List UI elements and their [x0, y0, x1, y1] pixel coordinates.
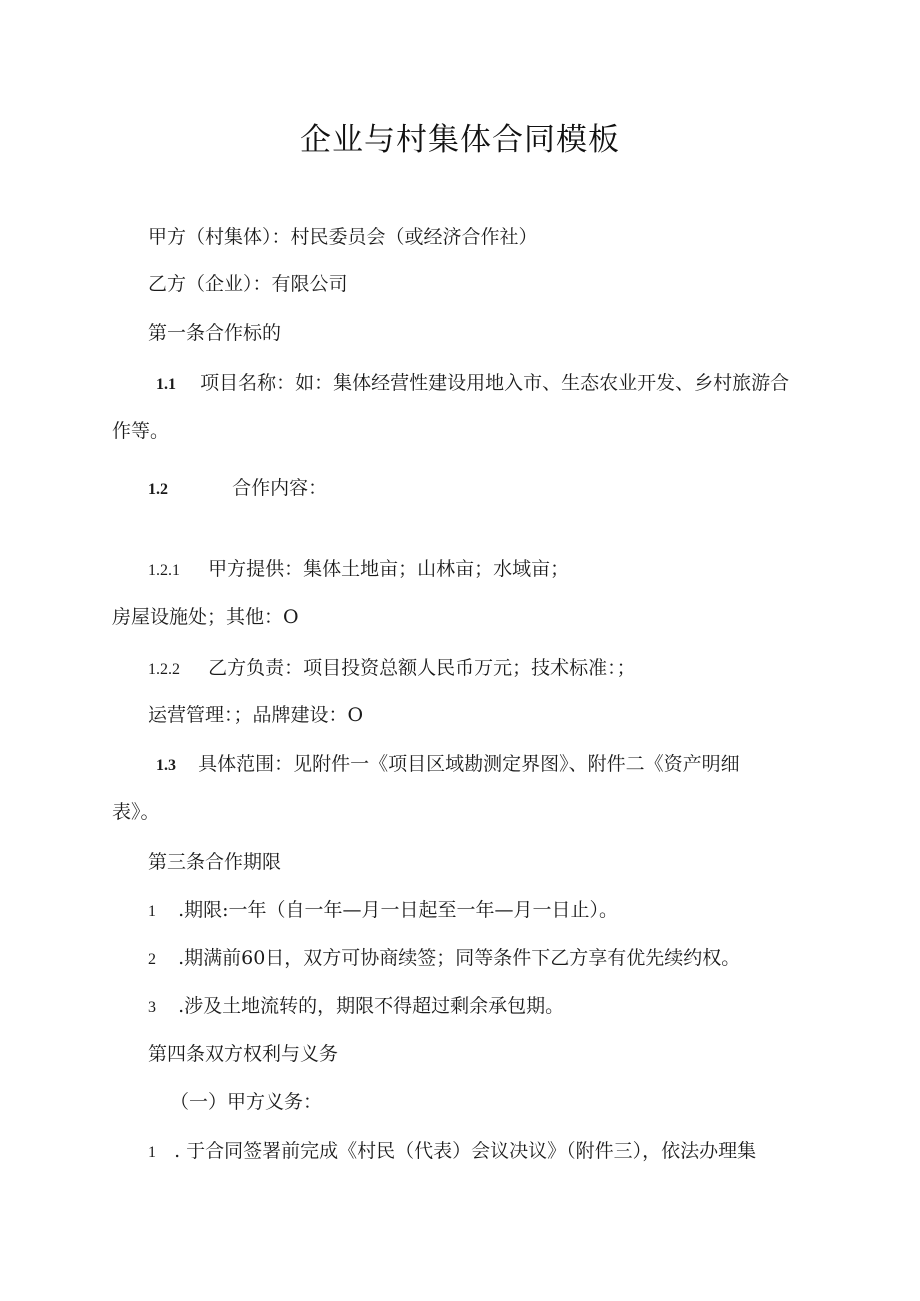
- article-3-heading: 第三条合作期限: [148, 851, 282, 873]
- item-number: 1: [148, 903, 156, 920]
- clause-number: 1.1: [156, 376, 176, 393]
- party-b-line: 乙方（企业）：有限公司: [148, 273, 348, 295]
- clause-text: 具体范围：见附件一《项目区域勘测定界图》、附件二《资产明细: [198, 753, 740, 775]
- item-text: .期限:一年（自一年—月一日起至一年—月一日止）。: [178, 899, 619, 921]
- article-1-heading: 第一条合作标的: [148, 322, 282, 344]
- clause-number: 1.2.2: [148, 661, 180, 678]
- item-number: 2: [148, 951, 156, 968]
- duty-item-1: [148, 1139, 756, 1165]
- clause-1-2-1: [148, 557, 569, 583]
- item-text: .涉及土地流转的，期限不得超过剩余承包期。: [178, 995, 565, 1017]
- term-item-1: [148, 898, 618, 924]
- clause-1-2-2-continuation: 运营管理：；品牌建设：O: [148, 704, 364, 726]
- clause-1-1: [156, 371, 789, 397]
- clause-text: 合作内容：: [232, 477, 328, 499]
- clause-number: 1.2: [148, 481, 168, 498]
- clause-number: 1.2.1: [148, 562, 180, 579]
- clause-text: 项目名称：如：集体经营性建设用地入市、生态农业开发、乡村旅游合: [200, 372, 790, 394]
- clause-number: 1.3: [156, 757, 176, 774]
- clause-1-3: [156, 752, 740, 778]
- clause-text: 甲方提供：集体土地亩；山林亩；水域亩；: [208, 558, 570, 580]
- clause-1-3-continuation: 表》。: [112, 801, 160, 823]
- article-4-heading: 第四条双方权利与义务: [148, 1043, 339, 1065]
- party-a-duties-heading: （一）甲方义务：: [170, 1091, 323, 1113]
- item-number: 3: [148, 999, 156, 1016]
- term-item-3: [148, 994, 564, 1020]
- item-text: .期满前60日，双方可协商续签；同等条件下乙方享有优先续约权。: [178, 947, 741, 969]
- clause-text: 乙方负责：项目投资总额人民币万元；技术标准：；: [208, 657, 636, 679]
- clause-1-2-2: [148, 656, 636, 682]
- clause-1-1-continuation: 作等。: [112, 420, 170, 442]
- item-number: 1: [148, 1144, 156, 1161]
- party-a-line: 甲方（村集体）：村民委员会（或经济合作社）: [148, 226, 538, 248]
- item-text: . 于合同签署前完成《村民（代表）会议决议》（附件三），依法办理集: [174, 1140, 757, 1162]
- clause-1-2: [148, 476, 327, 502]
- document-title: 企业与村集体合同模板: [300, 122, 620, 158]
- term-item-2: [148, 946, 740, 972]
- clause-1-2-1-continuation: 房屋设施处；其他：O: [112, 606, 299, 628]
